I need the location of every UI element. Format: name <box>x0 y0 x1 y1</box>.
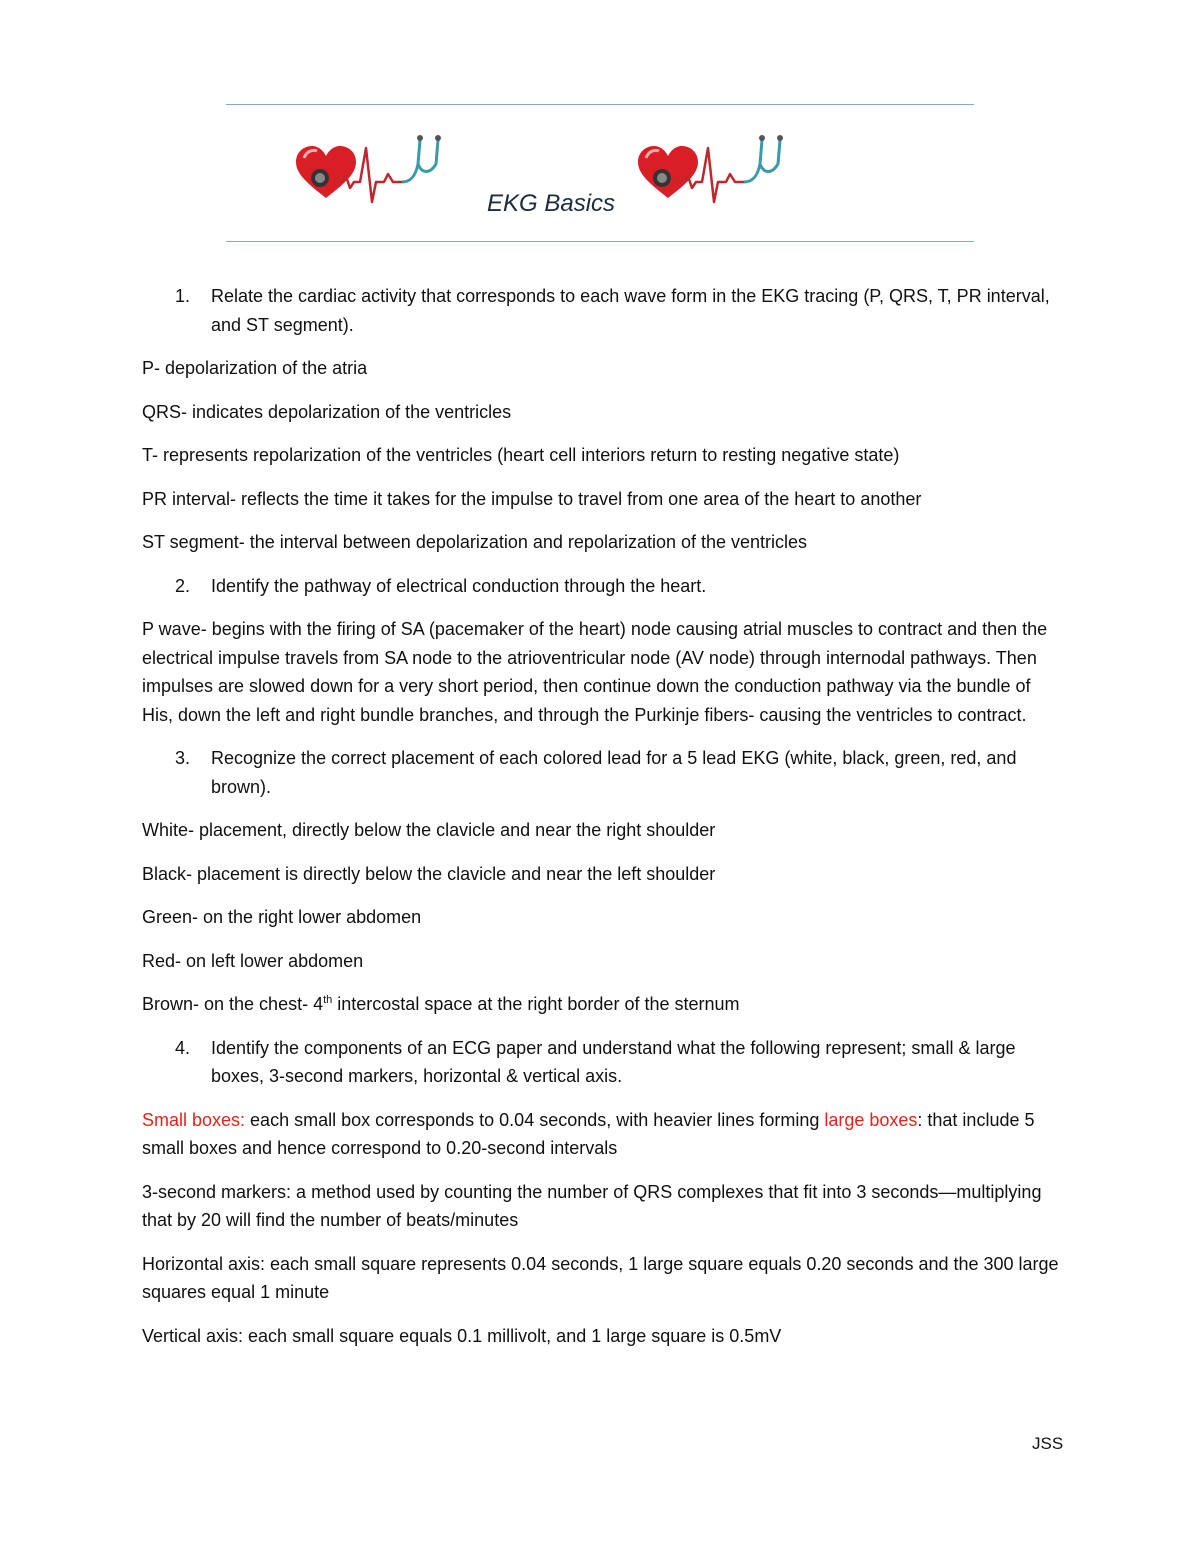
question-number: 4. <box>175 1037 191 1058</box>
answer-qrs: QRS- indicates depolarization of the ventricles <box>142 401 512 422</box>
question-3 <box>142 744 1062 801</box>
question-text: Relate the cardiac activity that corresponds to each wave form in the EKG tracing (P, QRS, T, PR interval, and ST segment). <box>211 286 1050 335</box>
question-4 <box>142 1034 1062 1091</box>
question-number: 3. <box>175 748 191 768</box>
answer-conduction-pathway: P wave- begins with the firing of SA (pacemaker of the heart) node causing atrial muscles to contract and then the electrical impulse travels from SA node to the atrioventricular node (AV node) through internodal pathways. Then impulses are slowed down for a very short period, then continue down the conduction pathway via the bundle of His, down the left and right bundle branches, and through the Purkinje fibers- causing the ventricles to contract. <box>142 619 1048 725</box>
answer-red-lead: Red- on left lower abdomen <box>142 950 364 971</box>
answer-boxes <box>142 1106 1062 1163</box>
question-text: Identify the components of an ECG paper and understand what the following represent; small & large boxes, 3-second markers, horizontal & vertical axis. <box>211 1037 1016 1086</box>
answer-brown-lead <box>142 990 1062 1019</box>
question-number: 2. <box>175 575 191 596</box>
heart-ekg-stethoscope-icon <box>290 126 450 216</box>
answer-st-segment: ST segment- the interval between depolarization and repolarization of the ventricles <box>142 532 808 552</box>
small-boxes-text: each small box corresponds to 0.04 seconds, with heavier lines forming <box>245 1109 825 1130</box>
answer-p-wave: P- depolarization of the atria <box>142 358 368 378</box>
answer-three-second-markers: 3-second markers: a method used by counting the number of QRS complexes that fit into 3 seconds—multiplying that by 20 will find the number of beats/minutes <box>142 1181 1042 1230</box>
answer-green-lead: Green- on the right lower abdomen <box>142 907 422 927</box>
answer-horizontal-axis: Horizontal axis: each small square represents 0.04 seconds, 1 large square equals 0.20 seconds and the 300 large squares equal 1 minute <box>142 1253 1059 1302</box>
question-text: Identify the pathway of electrical conduction through the heart. <box>211 575 707 596</box>
answer-black-lead: Black- placement is directly below the clavicle and near the left shoulder <box>142 863 716 884</box>
small-boxes-label: Small boxes: <box>142 1109 246 1130</box>
answer-vertical-axis: Vertical axis: each small square equals 0.1 millivolt, and 1 large square is 0.5mV <box>142 1325 782 1346</box>
header-rule-top <box>226 104 974 105</box>
page-title: EKG Basics <box>487 190 616 217</box>
large-boxes-label: large boxes <box>824 1109 918 1130</box>
question-2 <box>142 572 1062 601</box>
large-boxes-text: : that include 5 small boxes and hence correspond to 0.20-second intervals <box>142 1109 1035 1158</box>
heart-ekg-stethoscope-icon <box>632 126 792 216</box>
header-rule-bottom <box>226 241 974 242</box>
document-body <box>142 282 1062 1365</box>
ordinal-suffix: th <box>323 994 333 1006</box>
answer-pr-interval: PR interval- reflects the time it takes for the impulse to travel from one area of the heart to another <box>142 488 922 509</box>
question-number: 1. <box>175 286 191 306</box>
brown-lead-text-start: Brown- on the chest- 4 <box>142 994 324 1014</box>
question-1 <box>142 282 1062 339</box>
footer-initials: JSS <box>1032 1434 1064 1453</box>
answer-white-lead: White- placement, directly below the clavicle and near the right shoulder <box>142 820 716 840</box>
brown-lead-text-end: intercostal space at the right border of the sternum <box>332 994 740 1014</box>
question-text: Recognize the correct placement of each colored lead for a 5 lead EKG (white, black, green, red, and brown). <box>211 748 1017 797</box>
answer-t-wave: T- represents repolarization of the ventricles (heart cell interiors return to resting negative state) <box>142 445 900 465</box>
